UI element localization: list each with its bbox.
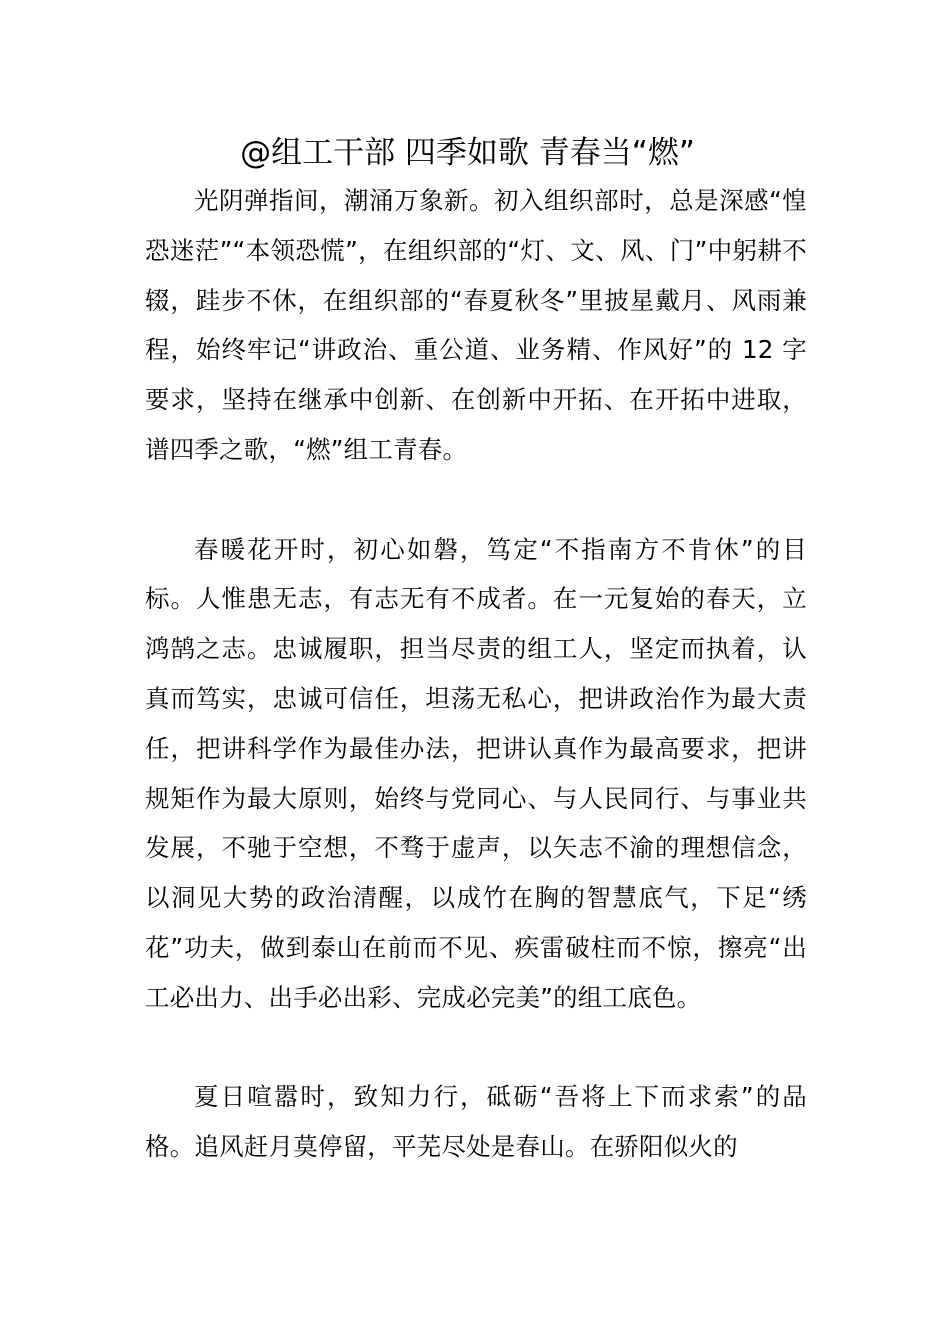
paragraph-intro: 光阴弹指间，潮涌万象新。初入组织部时，总是深感“惶恐迷茫”“本领恐慌”，在组织部的“灯、文、风、门”中躬耕不辍，跬步不休，在组织部的“春夏秋冬”里披星戴月、风雨兼程，始终牢记“讲政治、重公道、业务精、作风好”的 12 字要求，坚持在继承中创新、在创新中开拓、在开拓中进取，谱四季之歌，“燃”组工青春。 — [145, 186, 807, 464]
paragraph-summer: 夏日喧嚣时，致知力行，砥砺“吾将上下而求索”的品格。追风赶月莫停留，平芜尽处是春山。在骄阳似火的 — [145, 1082, 807, 1162]
paragraph-spacer — [145, 1023, 807, 1073]
paragraph-spacer — [145, 475, 807, 525]
document-body — [145, 176, 807, 1172]
paragraph-spring: 春暖花开时，初心如磐，笃定“不指南方不肯休”的目标。人惟患无志，有志无有不成者。在一元复始的春天，立鸿鹄之志。忠诚履职，担当尽责的组工人，坚定而执着，认真而笃实，忠诚可信任，坦荡无私心，把讲政治作为最大责任，把讲科学作为最佳办法，把讲认真作为最高要求，把讲规矩作为最大原则，始终与党同心、与人民同行、与事业共发展，不驰于空想，不骛于虚声，以矢志不渝的理想信念，以洞见大势的政治清醒，以成竹在胸的智慧底气，下足“绣花”功夫，做到泰山在前而不见、疾雷破柱而不惊，擦亮“出工必出力、出手必出彩、完成必完美”的组工底色。 — [145, 534, 807, 1012]
document-title: @组工干部 四季如歌 青春当“燃” — [240, 135, 695, 171]
